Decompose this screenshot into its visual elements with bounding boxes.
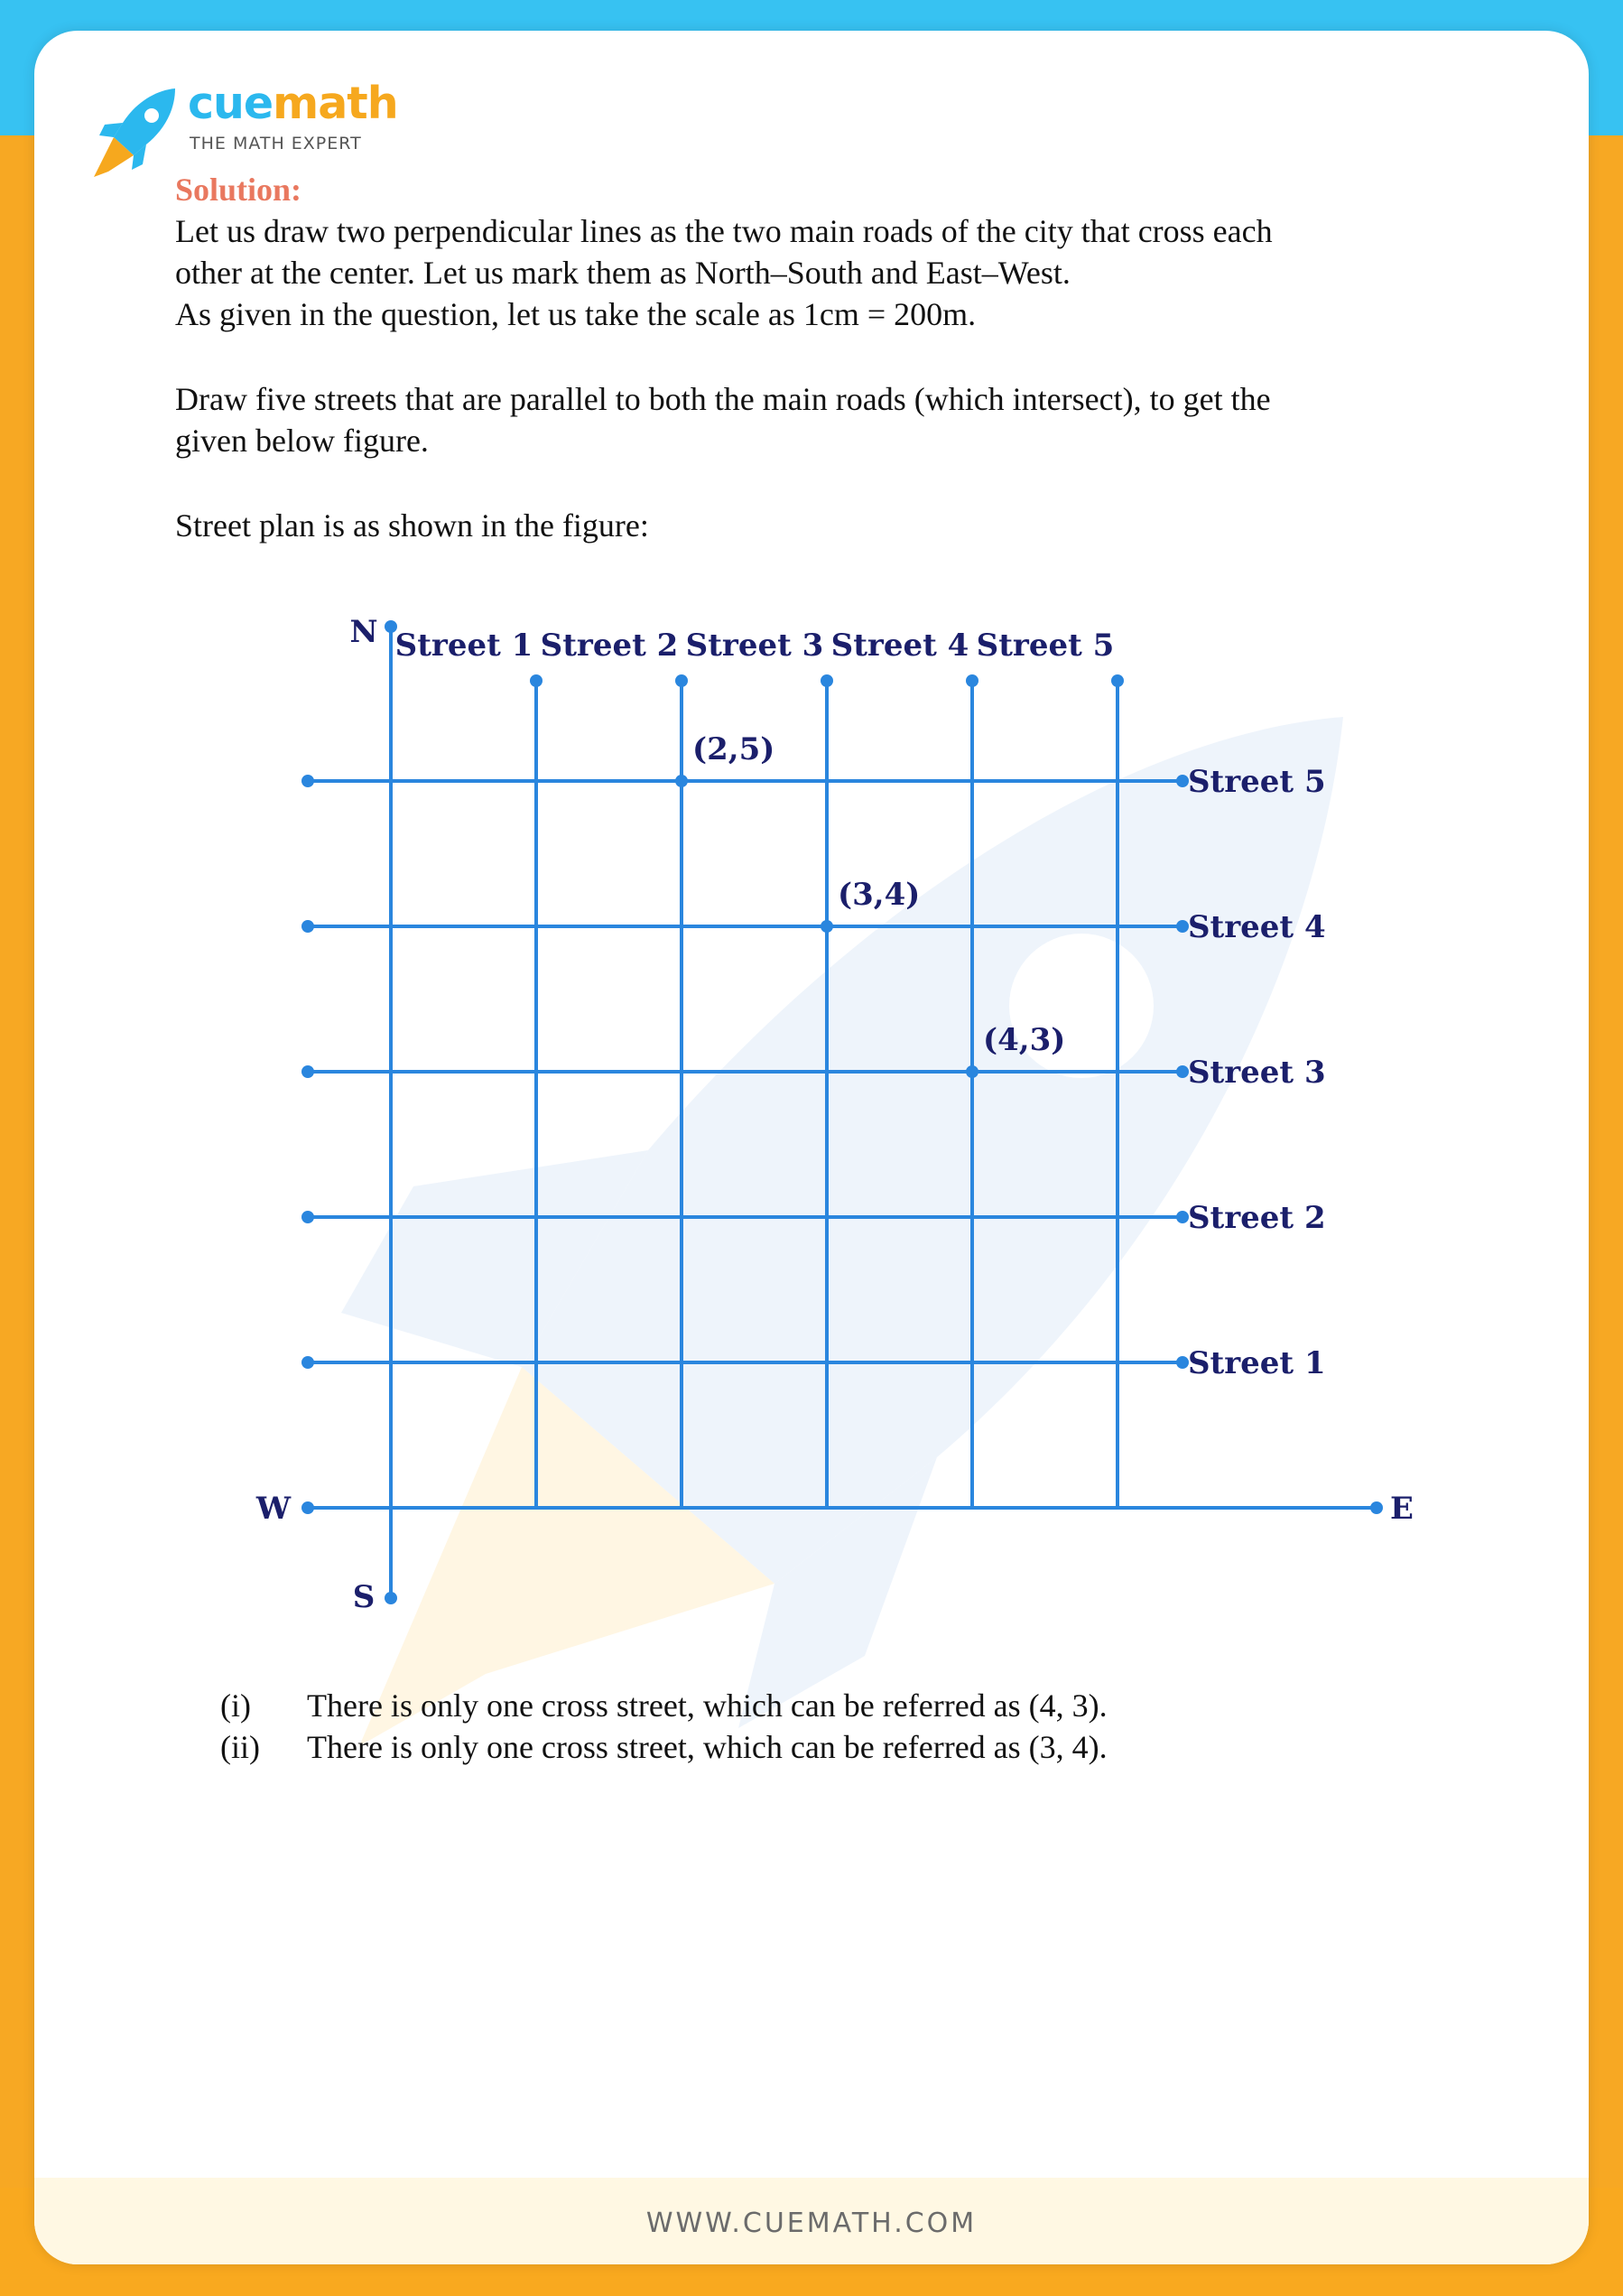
vertical-street-end-dot	[530, 674, 543, 687]
answer-number: (i)	[220, 1687, 251, 1724]
logo-tagline: THE MATH EXPERT	[190, 134, 362, 153]
horizontal-street-right-dot	[1176, 1211, 1189, 1223]
marked-point-dot	[821, 920, 833, 933]
marked-point-label: (4,3)	[983, 1022, 1066, 1058]
horizontal-street-label: Street 2	[1188, 1200, 1326, 1236]
horizontal-street-right-dot	[1176, 1356, 1189, 1369]
logo-word-cue: cue	[188, 78, 274, 129]
paragraph-1-line-2: other at the center. Let us mark them as North–South and East–West.	[175, 255, 1071, 291]
solution-text	[175, 169, 1439, 546]
rocket-logo-icon	[92, 83, 191, 182]
horizontal-street-left-dot	[301, 1211, 314, 1223]
vertical-street-label: Street 4	[830, 627, 969, 664]
horizontal-street-label: Street 5	[1188, 764, 1326, 800]
answer-item	[220, 1685, 1484, 1726]
paragraph-3: Street plan is as shown in the figure:	[175, 507, 649, 544]
answer-list	[220, 1685, 1484, 1768]
street-plan-figure	[215, 581, 1497, 1638]
horizontal-street-left-dot	[301, 1356, 314, 1369]
vertical-street-label: Street 3	[685, 627, 824, 664]
horizontal-street-right-dot	[1176, 920, 1189, 933]
vertical-street-label: Street 5	[976, 627, 1115, 664]
horizontal-street-label: Street 1	[1188, 1345, 1326, 1381]
east-label: E	[1390, 1491, 1414, 1527]
footer	[34, 2178, 1589, 2264]
vertical-street-end-dot	[675, 674, 688, 687]
answer-text: There is only one cross street, which can be referred as (3, 4).	[307, 1729, 1108, 1765]
west-end-dot	[301, 1501, 314, 1514]
vertical-street-label: Street 1	[394, 627, 533, 664]
answer-item	[220, 1726, 1484, 1768]
vertical-street-label: Street 2	[540, 627, 679, 664]
vertical-street-end-dot	[821, 674, 833, 687]
horizontal-street-left-dot	[301, 1065, 314, 1078]
paragraph-2-line-2: given below figure.	[175, 423, 429, 459]
paragraph-2-line-1: Draw five streets that are parallel to both the main roads (which intersect), to get the	[175, 381, 1271, 417]
east-end-dot	[1370, 1501, 1383, 1514]
horizontal-street-left-dot	[301, 775, 314, 787]
logo-word-math: math	[273, 78, 398, 129]
marked-point-dot	[675, 775, 688, 787]
vertical-street-end-dot	[966, 674, 978, 687]
scale-value: 1cm = 200m.	[802, 296, 977, 332]
logo-wordmark	[188, 78, 398, 129]
page-card	[34, 31, 1589, 2264]
answer-number: (ii)	[220, 1729, 260, 1765]
answer-text: There is only one cross street, which can be referred as (4, 3).	[307, 1687, 1108, 1724]
horizontal-street-right-dot	[1176, 1065, 1189, 1078]
south-label: S	[352, 1579, 376, 1615]
horizontal-street-right-dot	[1176, 775, 1189, 787]
paragraph-1-line-3	[175, 293, 1439, 335]
horizontal-street-left-dot	[301, 920, 314, 933]
north-label: N	[349, 614, 378, 650]
paragraph-1-line-1: Let us draw two perpendicular lines as the two main roads of the city that cross each	[175, 213, 1273, 249]
scale-intro: As given in the question, let us take the scale as	[175, 296, 795, 332]
marked-point-dot	[966, 1065, 978, 1078]
vertical-street-end-dot	[1111, 674, 1124, 687]
marked-point-label: (3,4)	[838, 877, 921, 913]
west-label: W	[255, 1491, 292, 1527]
horizontal-street-label: Street 3	[1188, 1055, 1326, 1091]
footer-url[interactable]: WWW.CUEMATH.COM	[645, 2208, 978, 2239]
marked-point-label: (2,5)	[692, 731, 775, 767]
solution-heading: Solution:	[175, 172, 302, 208]
south-end-dot	[385, 1592, 397, 1604]
horizontal-street-label: Street 4	[1188, 909, 1326, 945]
